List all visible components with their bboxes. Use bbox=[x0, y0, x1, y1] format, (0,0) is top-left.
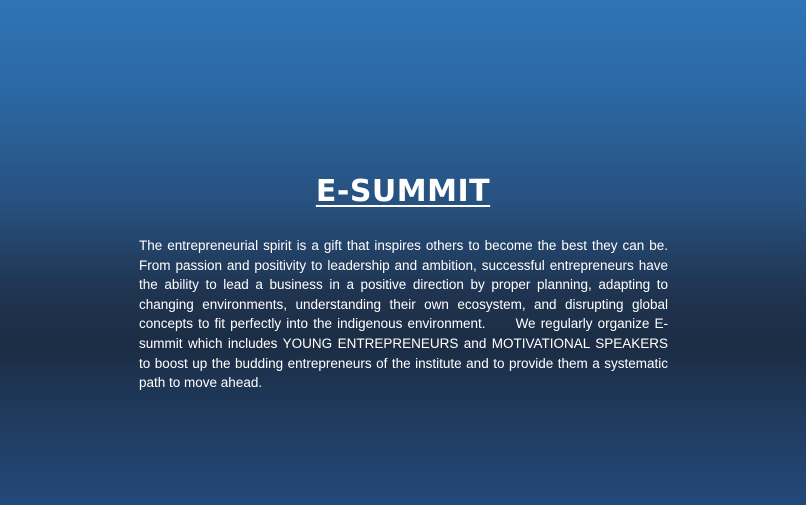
page-title: E-SUMMIT bbox=[315, 174, 491, 209]
paragraph-part-1: The entrepreneurial spirit is a gift that inspires others to become the best they can be. From passion and positivity to leadership and ambition, successful entrepreneurs have the ability to lead a business in a positive direction by proper planning, adapting to changing environments, understanding their own ecosystem, and disrupting global concepts to fit perfectly into the indigenous environment. bbox=[139, 238, 668, 332]
description-paragraph bbox=[139, 236, 668, 393]
paragraph-part-2: We regularly organize E-summit which includes YOUNG ENTREPRENEURS and MOTIVATIONAL SPEAKERS to boost up the budding entrepreneurs of the institute and to provide them a systematic path to move ahead. bbox=[139, 316, 668, 391]
